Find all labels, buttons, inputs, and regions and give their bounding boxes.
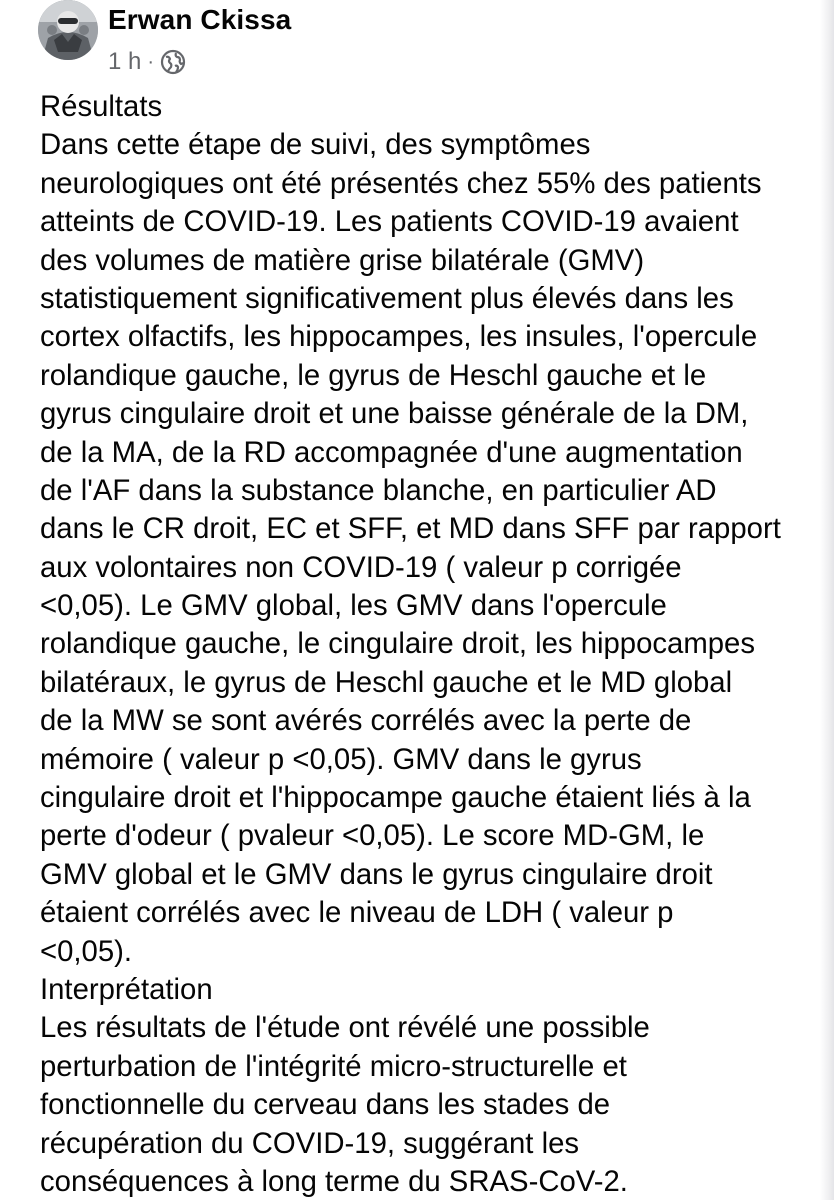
post-text-line: Dans cette étape de suivi, des symptômes: [40, 128, 591, 162]
post-text-line: conséquences à long terme du SRAS-CoV-2.: [40, 1164, 628, 1198]
post-text-line: de la MA, de la RD accompagnée d'une augmentation: [40, 435, 743, 469]
post-text-line: rolandique gauche, le cingulaire droit, les hippocampes: [40, 627, 755, 661]
post-text-line: aux volontaires non COVID-19 ( valeur p corrigée: [40, 550, 682, 584]
post-text-line: bilatéraux, le gyrus de Heschl gauche et le MD global: [40, 665, 733, 699]
post-text-line: GMV global et le GMV dans le gyrus cingulaire droit: [40, 857, 713, 891]
post-text-line: cingulaire droit et l'hippocampe gauche étaient liés à la: [40, 781, 751, 815]
post-text-line: des volumes de matière grise bilatérale (GMV): [40, 243, 645, 277]
post-text-line: dans le CR droit, EC et SFF, et MD dans SFF par rapport: [40, 512, 781, 546]
post-timestamp[interactable]: 1 h: [108, 48, 142, 75]
post-text-line: rolandique gauche, le gyrus de Heschl gauche et le: [40, 358, 707, 392]
post-text-line: <0,05). Le GMV global, les GMV dans l'opercule: [40, 589, 667, 623]
post-text-line: Les résultats de l'étude ont révélé une possible: [40, 1011, 650, 1045]
avatar[interactable]: [38, 0, 98, 60]
post-text-line: perte d'odeur ( pvaleur <0,05). Le score MD-GM, le: [40, 819, 705, 853]
post-section-heading: Résultats: [40, 90, 163, 123]
post-text-line: atteints de COVID-19. Les patients COVID-19 avaient: [40, 205, 739, 239]
post-text-line: <0,05).: [40, 934, 133, 968]
post-text-line: étaient corrélés avec le niveau de LDH ( valeur p: [40, 896, 674, 930]
post-text-line: de la MW se sont avérés corrélés avec la perte de: [40, 704, 692, 738]
post-text-line: mémoire ( valeur p <0,05). GMV dans le gyrus: [40, 742, 642, 776]
meta-separator: ·: [147, 50, 155, 73]
post-text: [40, 88, 810, 1201]
post-text-line: récupération du COVID-19, suggérant les: [40, 1126, 580, 1160]
post-text-line: perturbation de l'intégrité micro-structurelle et: [40, 1049, 627, 1083]
post-text-line: gyrus cingulaire droit et une baisse générale de la DM,: [40, 397, 749, 431]
post-meta: [108, 45, 186, 79]
post-text-line: neurologiques ont été présentés chez 55% des patients: [40, 166, 762, 200]
avatar-image: [38, 0, 98, 60]
post-header: [38, 0, 798, 90]
page-edge-shadow: [820, 0, 834, 1200]
post-text-line: cortex olfactifs, les hippocampes, les insules, l'opercule: [40, 320, 758, 354]
globe-icon[interactable]: [160, 49, 186, 75]
post-text-line: fonctionnelle du cerveau dans les stades de: [40, 1088, 611, 1122]
author-name[interactable]: Erwan Ckissa: [108, 4, 292, 35]
post-text-line: statistiquement significativement plus élevés dans les: [40, 281, 734, 315]
post-section-heading: Interprétation: [40, 972, 213, 1006]
post-text-line: de l'AF dans la substance blanche, en particulier AD: [40, 473, 717, 507]
